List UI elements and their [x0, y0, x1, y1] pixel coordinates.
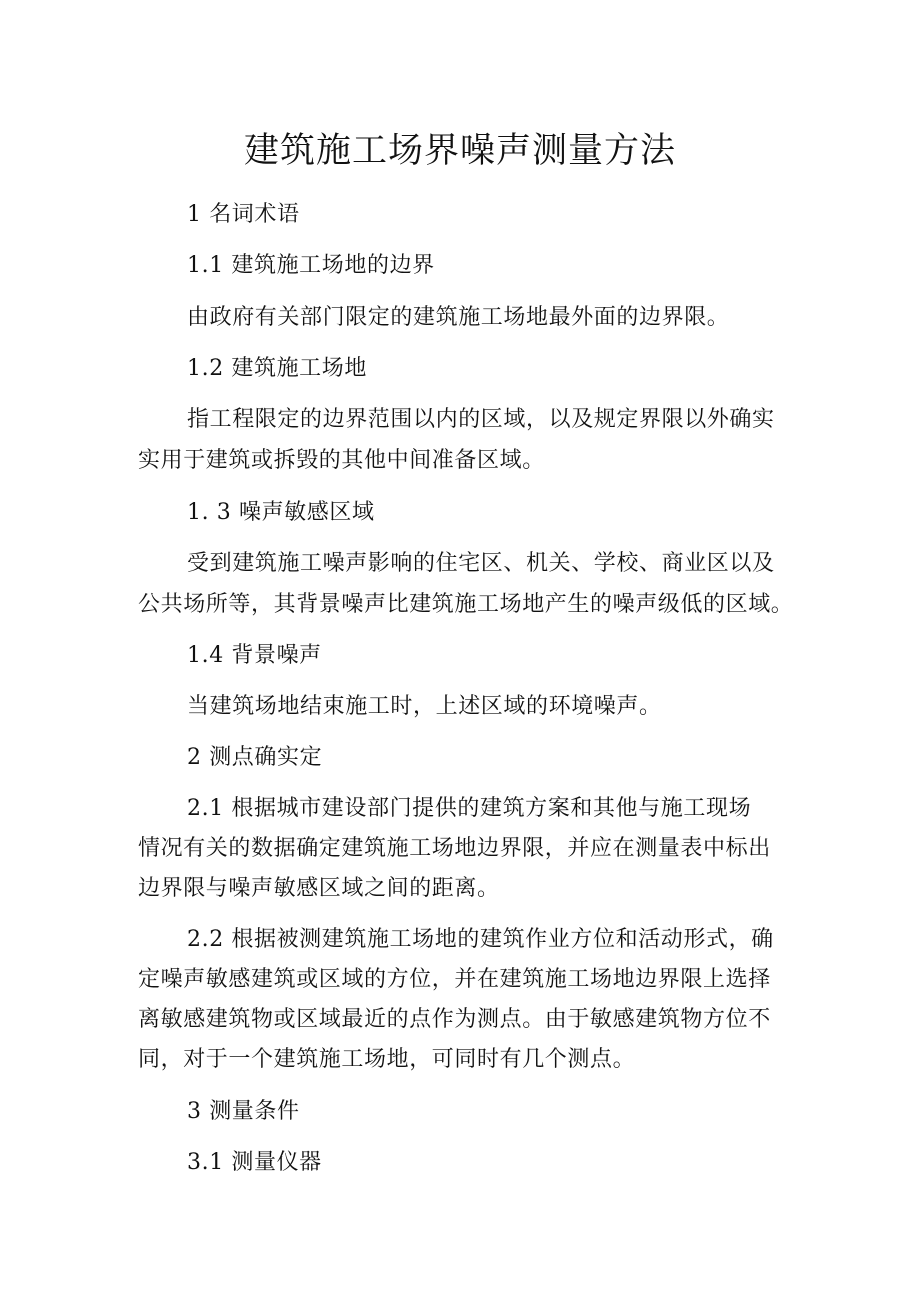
heading-1-4: 1.4 背景噪声 — [187, 643, 322, 668]
paragraph-1-1: 由政府有关部门限定的建筑施工场地最外面的边界限。 — [187, 305, 730, 330]
paragraph-1-2-line-2: 实用于建筑或拆毁的其他中间准备区域。 — [138, 448, 545, 473]
paragraph-2-1-line-3: 边界限与噪声敏感区域之间的距离。 — [138, 876, 500, 901]
heading-2: 2 测点确实定 — [187, 745, 323, 770]
paragraph-2-2-line-3: 离敏感建筑物或区域最近的点作为测点。由于敏感建筑物方位不 — [138, 1007, 771, 1032]
document-title: 建筑施工场界噪声测量方法 — [243, 131, 676, 171]
paragraph-1-2-line-1: 指工程限定的边界范围以内的区域，以及规定界限以外确实 — [187, 407, 775, 432]
heading-3-1: 3.1 测量仪器 — [187, 1150, 322, 1175]
paragraph-2-2-line-1: 2.2 根据被测建筑施工场地的建筑作业方位和活动形式，确 — [187, 927, 774, 952]
paragraph-1-4: 当建筑场地结束施工时，上述区域的环境噪声。 — [187, 694, 662, 719]
paragraph-2-1-line-1: 2.1 根据城市建设部门提供的建筑方案和其他与施工现场 — [187, 796, 752, 821]
heading-1: 1 名词术语 — [187, 202, 300, 227]
paragraph-2-2-line-4: 同，对于一个建筑施工场地，可同时有几个测点。 — [138, 1047, 636, 1072]
heading-1-1: 1.1 建筑施工场地的边界 — [187, 253, 435, 278]
paragraph-1-3-line-2: 公共场所等，其背景噪声比建筑施工场地产生的噪声级低的区域。 — [138, 592, 794, 617]
paragraph-2-2-line-2: 定噪声敏感建筑或区域的方位，并在建筑施工场地边界限上选择 — [138, 967, 771, 992]
paragraph-1-3-line-1: 受到建筑施工噪声影响的住宅区、机关、学校、商业区以及 — [187, 551, 775, 576]
heading-3: 3 测量条件 — [187, 1099, 300, 1124]
paragraph-2-1-line-2: 情况有关的数据确定建筑施工场地边界限，并应在测量表中标出 — [138, 836, 771, 861]
heading-1-3: 1. 3 噪声敏感区域 — [187, 500, 375, 525]
heading-1-2: 1.2 建筑施工场地 — [187, 356, 367, 381]
